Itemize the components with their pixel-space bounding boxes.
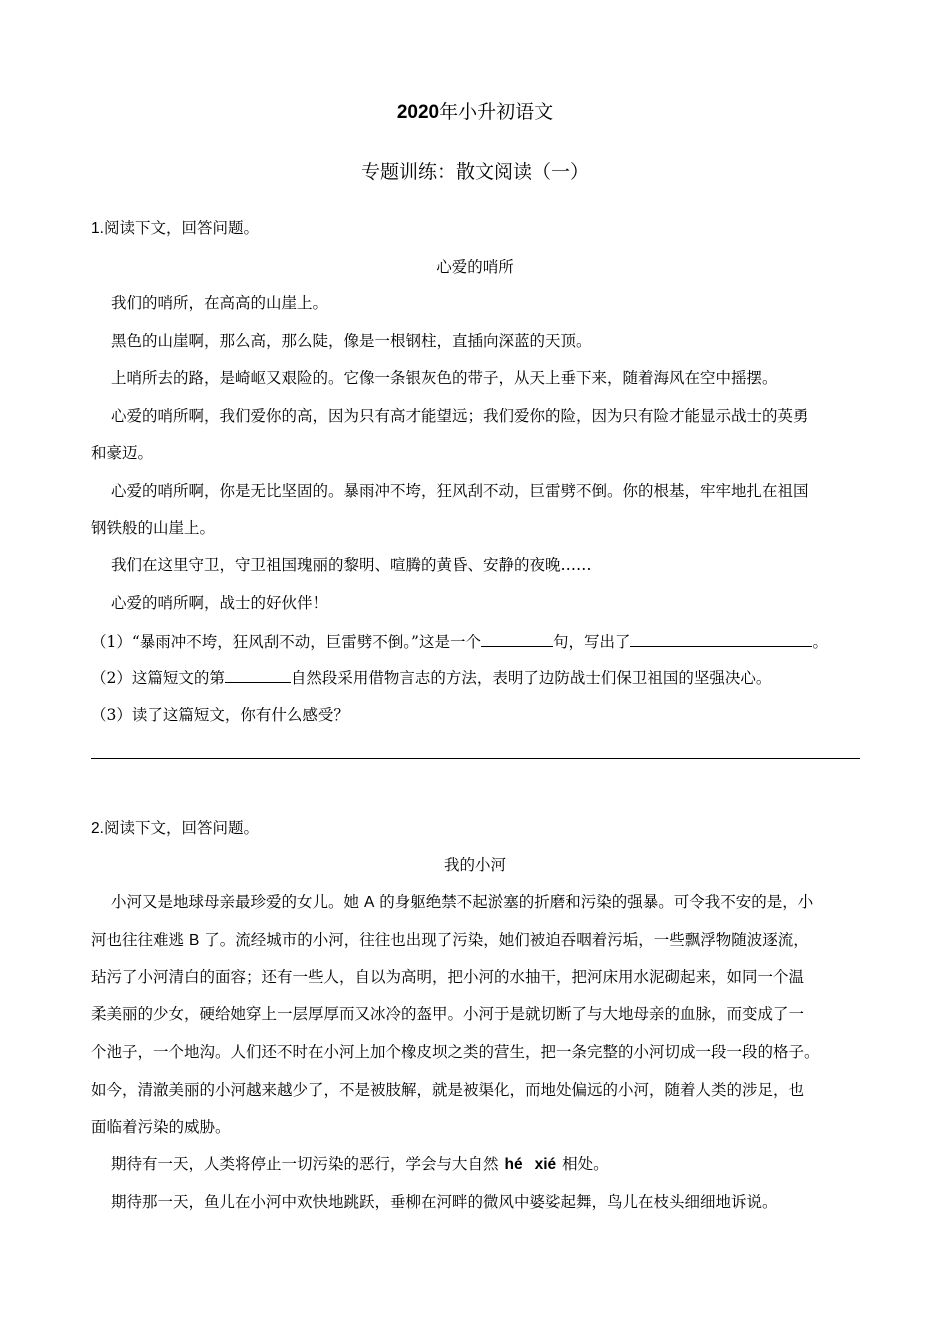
sub-question-1 — [91, 630, 861, 653]
passage-text: 小河又是地球母亲最珍爱的女儿。她 — [111, 893, 364, 911]
passage-1-paragraph: 我们的哨所，在高高的山崖上。 — [111, 294, 329, 312]
sub-question-text: 。 — [812, 633, 828, 651]
passage-2-paragraph-cont: 柔美丽的少女，硬给她穿上一层厚厚而又冰冷的盔甲。小河于是就切断了与大地母亲的血脉，而变成了一 — [91, 1005, 805, 1023]
question-number: 2. — [91, 820, 104, 837]
answer-blank[interactable] — [225, 666, 291, 683]
question-1-prompt — [91, 217, 861, 240]
answer-blank[interactable] — [630, 630, 812, 647]
question-2-prompt — [91, 817, 861, 840]
passage-1-title: 心爱的哨所 — [436, 258, 514, 276]
passage-text: 了。流经城市的小河，往往也出现了污染，她们被迫吞咽着污垢，一些飘浮物随波逐流， — [199, 931, 809, 949]
passage-2-paragraph-cont: 如今，清澈美丽的小河越来越少了，不是被肢解，就是被渠化，而地处偏远的小河，随着人类的涉足，也 — [91, 1081, 805, 1099]
passage-1-paragraph: 心爱的哨所啊，战士的好伙伴！ — [111, 594, 329, 612]
passage-text: 的身躯绝禁不起淤塞的折磨和污染的强暴。可令我不安的是，小 — [374, 893, 814, 911]
passage-2-paragraph: 期待那一天，鱼儿在小河中欢快地跳跃，垂柳在河畔的微风中婆娑起舞，鸟儿在枝头细细地诉说。 — [111, 1193, 778, 1211]
pinyin-xie: xié — [534, 1156, 557, 1173]
passage-2-paragraph-cont: 个池子，一个地沟。人们还不时在小河上加个橡皮坝之类的营生，把一条完整的小河切成一段一段的格子。 — [91, 1043, 820, 1061]
passage-1-paragraph: 我们在这里守卫，守卫祖国瑰丽的黎明、喧腾的黄昏、安静的夜晚…… — [111, 556, 592, 574]
passage-1-paragraph-cont: 钢铁般的山崖上。 — [91, 519, 216, 537]
sub-question-text: 自然段采用借物言志的方法，表明了边防战士们保卫祖国的坚强决心。 — [290, 669, 772, 687]
answer-blank[interactable] — [481, 630, 553, 647]
passage-2-paragraph-cont: 玷污了小河清白的面容；还有一些人，自以为高明，把小河的水抽干，把河床用水泥砌起来，如同一个温 — [91, 968, 805, 986]
passage-1-paragraph: 心爱的哨所啊，我们爱你的高，因为只有高才能望远；我们爱你的险，因为只有险才能显示战士的英勇 — [111, 407, 809, 425]
passage-2-paragraph — [111, 891, 861, 914]
sub-question-2 — [91, 666, 861, 689]
sub-question-text: （2）这篇短文的第 — [91, 669, 225, 687]
title-text: 年小升初语文 — [439, 101, 554, 123]
document-subtitle: 专题训练：散文阅读（一） — [360, 161, 589, 183]
passage-2-paragraph-cont: 面临着污染的威胁。 — [91, 1118, 231, 1136]
blank-marker-b: B — [188, 932, 200, 949]
passage-1-paragraph-cont: 和豪迈。 — [91, 444, 154, 462]
sub-question-text: （1）“暴雨冲不垮，狂风刮不动，巨雷劈不倒。”这是一个 — [91, 633, 481, 651]
passage-1-paragraph: 上哨所去的路，是崎岖又艰险的。它像一条银灰色的带子，从天上垂下来，随着海风在空中摇摆。 — [111, 369, 778, 387]
passage-text: 河也往往难逃 — [91, 931, 189, 949]
blank-marker-a: A — [363, 894, 375, 911]
sub-question-text: 句，写出了 — [552, 633, 631, 651]
passage-2-paragraph-cont — [91, 929, 861, 952]
passage-text: 相处。 — [562, 1155, 609, 1173]
title-year: 2020 — [396, 102, 440, 123]
answer-line[interactable] — [91, 758, 860, 759]
sub-question-3: （3）读了这篇短文，你有什么感受？ — [91, 706, 349, 724]
passage-2-paragraph — [111, 1153, 861, 1176]
pinyin-he: hé — [504, 1156, 523, 1173]
question-prompt-text: 阅读下文，回答问题。 — [103, 819, 259, 837]
passage-1-paragraph: 心爱的哨所啊，你是无比坚固的。暴雨冲不垮，狂风刮不动，巨雷劈不倒。你的根基，牢牢地扎在祖国 — [111, 482, 809, 500]
passage-1-paragraph: 黑色的山崖啊，那么高，那么陡，像是一根钢柱，直插向深蓝的天顶。 — [111, 332, 592, 350]
document-title — [0, 98, 950, 127]
question-prompt-text: 阅读下文，回答问题。 — [103, 219, 259, 237]
question-number: 1. — [91, 220, 104, 237]
passage-2-title: 我的小河 — [443, 856, 506, 874]
passage-text: 期待有一天，人类将停止一切污染的恶行，学会与大自然 — [111, 1155, 499, 1173]
